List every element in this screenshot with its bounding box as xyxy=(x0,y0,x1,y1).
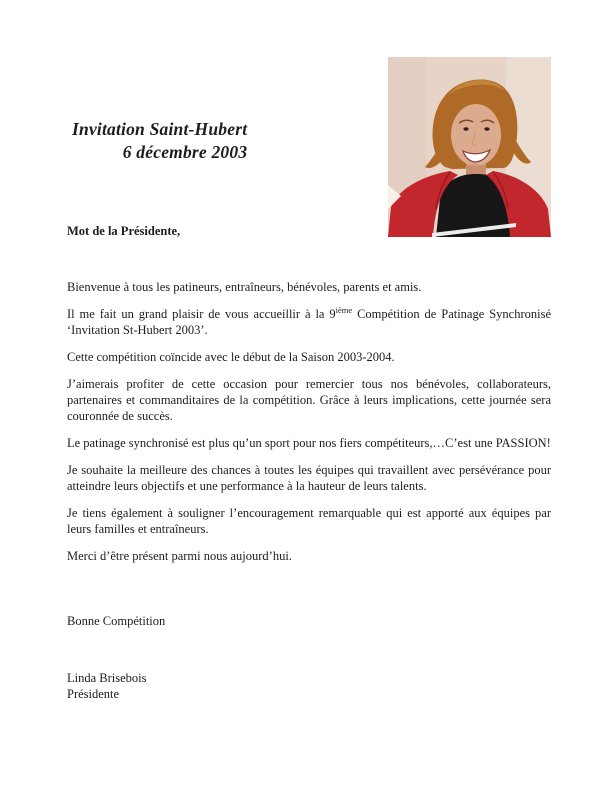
paragraph-thanks: J’aimerais profiter de cette occasion pour remercier tous nos bénévoles, collaborateurs, partenaires et commanditaires de la compétition. Grâce à leurs implications, cette journée sera couronnée de succès. xyxy=(67,377,551,423)
letter-title xyxy=(72,118,247,164)
left-eye xyxy=(463,127,468,131)
paragraph-passion: Le patinage synchronisé est plus qu’un sport pour nos fiers compétiteurs,…C’est une PASSION! xyxy=(67,436,551,450)
letter-body xyxy=(67,279,551,575)
ordinal-superscript: ième xyxy=(335,304,353,315)
signature-block xyxy=(67,670,147,702)
presidente-photo xyxy=(388,57,551,237)
paragraph-season: Cette compétition coïncide avec le début de la Saison 2003-2004. xyxy=(67,350,395,364)
paragraph-encouragement: Je tiens également à souligner l’encouragement remarquable qui est apporté aux équipes par leurs familles et entraîneurs. xyxy=(67,506,551,536)
paragraph-competition-intro-after: Compétition de Patinage Synchronisé ‘Invitation St-Hubert 2003’. xyxy=(67,307,551,337)
chin-shadow xyxy=(465,164,487,172)
paragraph-competition-intro-before: Il me fait un grand plaisir de vous accueillir à la 9 xyxy=(67,307,336,321)
paragraph-competition-intro xyxy=(67,306,551,338)
signature-role: Présidente xyxy=(67,687,120,701)
paragraph-welcome: Bienvenue à tous les patineurs, entraîneurs, bénévoles, parents et amis. xyxy=(67,280,422,294)
letter-title-line1: Invitation Saint-Hubert xyxy=(72,119,248,139)
closing-line: Bonne Compétition xyxy=(67,614,166,628)
salutation: Mot de la Présidente, xyxy=(67,224,181,238)
paragraph-good-luck: Je souhaite la meilleure des chances à toutes les équipes qui travaillent avec persévérance pour atteindre leurs objectifs et une performance à la hauteur de leurs talents. xyxy=(67,463,551,493)
right-eye xyxy=(484,127,489,131)
paragraph-merci: Merci d’être présent parmi nous aujourd’hui. xyxy=(67,549,292,563)
letter-date: 6 décembre 2003 xyxy=(122,142,248,162)
signature-name: Linda Brisebois xyxy=(67,671,147,685)
